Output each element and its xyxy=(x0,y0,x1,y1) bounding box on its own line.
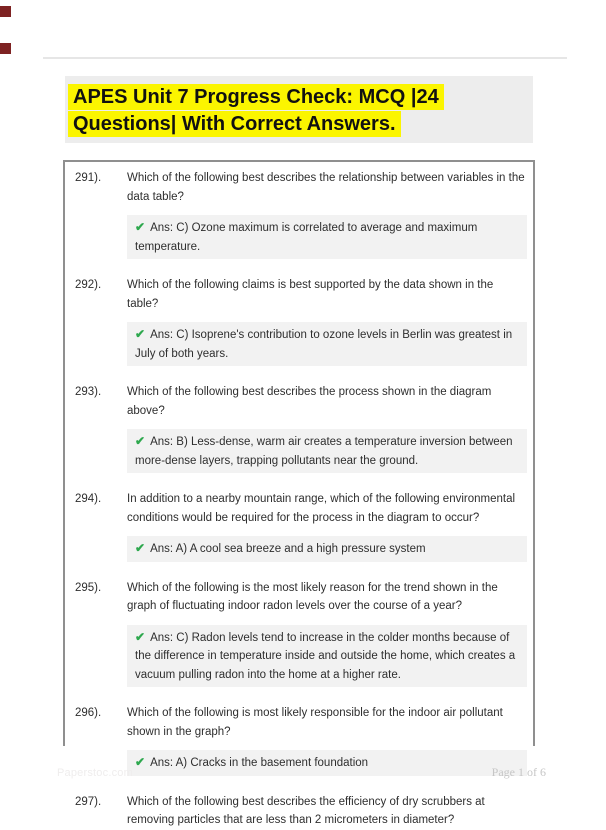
page-number-label: Page 1 of 6 xyxy=(491,765,546,779)
question-item-296 xyxy=(75,704,527,776)
question-body xyxy=(127,704,527,776)
answer-text: Ans: C) Ozone maximum is correlated to average and maximum temperature. xyxy=(135,222,478,253)
question-body xyxy=(127,169,527,259)
question-text: Which of the following best describes the efficiency of dry scrubbers at removing particles that are less than 2 micrometers in diameter? xyxy=(127,795,485,826)
answer-box xyxy=(127,625,527,688)
question-body xyxy=(127,490,527,562)
question-text: Which of the following best describes the process shown in the diagram above? xyxy=(127,386,492,417)
question-body xyxy=(127,793,527,830)
question-item-291 xyxy=(75,169,527,259)
question-number: 291). xyxy=(75,172,102,184)
check-icon: ✔ xyxy=(135,327,146,341)
question-body xyxy=(127,383,527,473)
check-icon: ✔ xyxy=(135,755,146,769)
question-text: Which of the following best describes the relationship between variables in the data table? xyxy=(127,172,525,203)
question-item-294 xyxy=(75,490,527,562)
question-number: 294). xyxy=(75,493,102,505)
question-body xyxy=(127,579,527,688)
question-number: 296). xyxy=(75,707,102,719)
question-body xyxy=(127,276,527,366)
page-title: APES Unit 7 Progress Check: MCQ |24 Questions| With Correct Answers. xyxy=(68,84,444,137)
answer-box xyxy=(127,215,527,259)
answer-box xyxy=(127,429,527,473)
answer-text: Ans: B) Less-dense, warm air creates a temperature inversion between more-dense layers, trapping pollutants near the ground. xyxy=(135,436,513,467)
answer-text: Ans: C) Radon levels tend to increase in the colder months because of the difference in temperature inside and outside the home, which creates a vacuum pulling radon into the home at a higher rate. xyxy=(135,631,516,681)
answer-box xyxy=(127,536,527,562)
answer-text: Ans: C) Isoprene's contribution to ozone levels in Berlin was greatest in July of both years. xyxy=(135,329,513,360)
answer-box xyxy=(127,322,527,366)
question-number: 293). xyxy=(75,386,102,398)
title-panel xyxy=(65,76,533,143)
question-number: 297). xyxy=(75,795,102,808)
check-icon: ✔ xyxy=(135,541,146,555)
check-icon: ✔ xyxy=(135,629,146,644)
question-text: In addition to a nearby mountain range, which of the following environmental conditions would be required for the process in the diagram to occur? xyxy=(127,493,516,524)
answer-box xyxy=(127,750,527,776)
answer-text: Ans: A) Cracks in the basement foundation xyxy=(150,757,369,769)
corner-mark-bottom xyxy=(0,43,11,54)
question-text: Which of the following is the most likely reason for the trend shown in the graph of fluctuating indoor radon levels over the course of a year? xyxy=(127,581,498,612)
corner-mark-top xyxy=(0,6,11,17)
question-item-292 xyxy=(75,276,527,366)
check-icon: ✔ xyxy=(135,434,146,448)
question-text: Which of the following is most likely responsible for the indoor air pollutant shown in the graph? xyxy=(127,707,503,738)
question-item-297 xyxy=(75,793,527,830)
question-item-295 xyxy=(75,579,527,688)
check-icon: ✔ xyxy=(135,220,146,234)
question-text: Which of the following claims is best supported by the data shown in the table? xyxy=(127,279,494,310)
question-item-293 xyxy=(75,383,527,473)
answer-text: Ans: A) A cool sea breeze and a high pressure system xyxy=(150,543,426,555)
question-number: 295). xyxy=(75,581,102,594)
question-number: 292). xyxy=(75,279,102,291)
title-wrap xyxy=(68,84,466,138)
watermark: Paperstoc.com xyxy=(57,767,133,779)
top-divider xyxy=(43,57,567,59)
